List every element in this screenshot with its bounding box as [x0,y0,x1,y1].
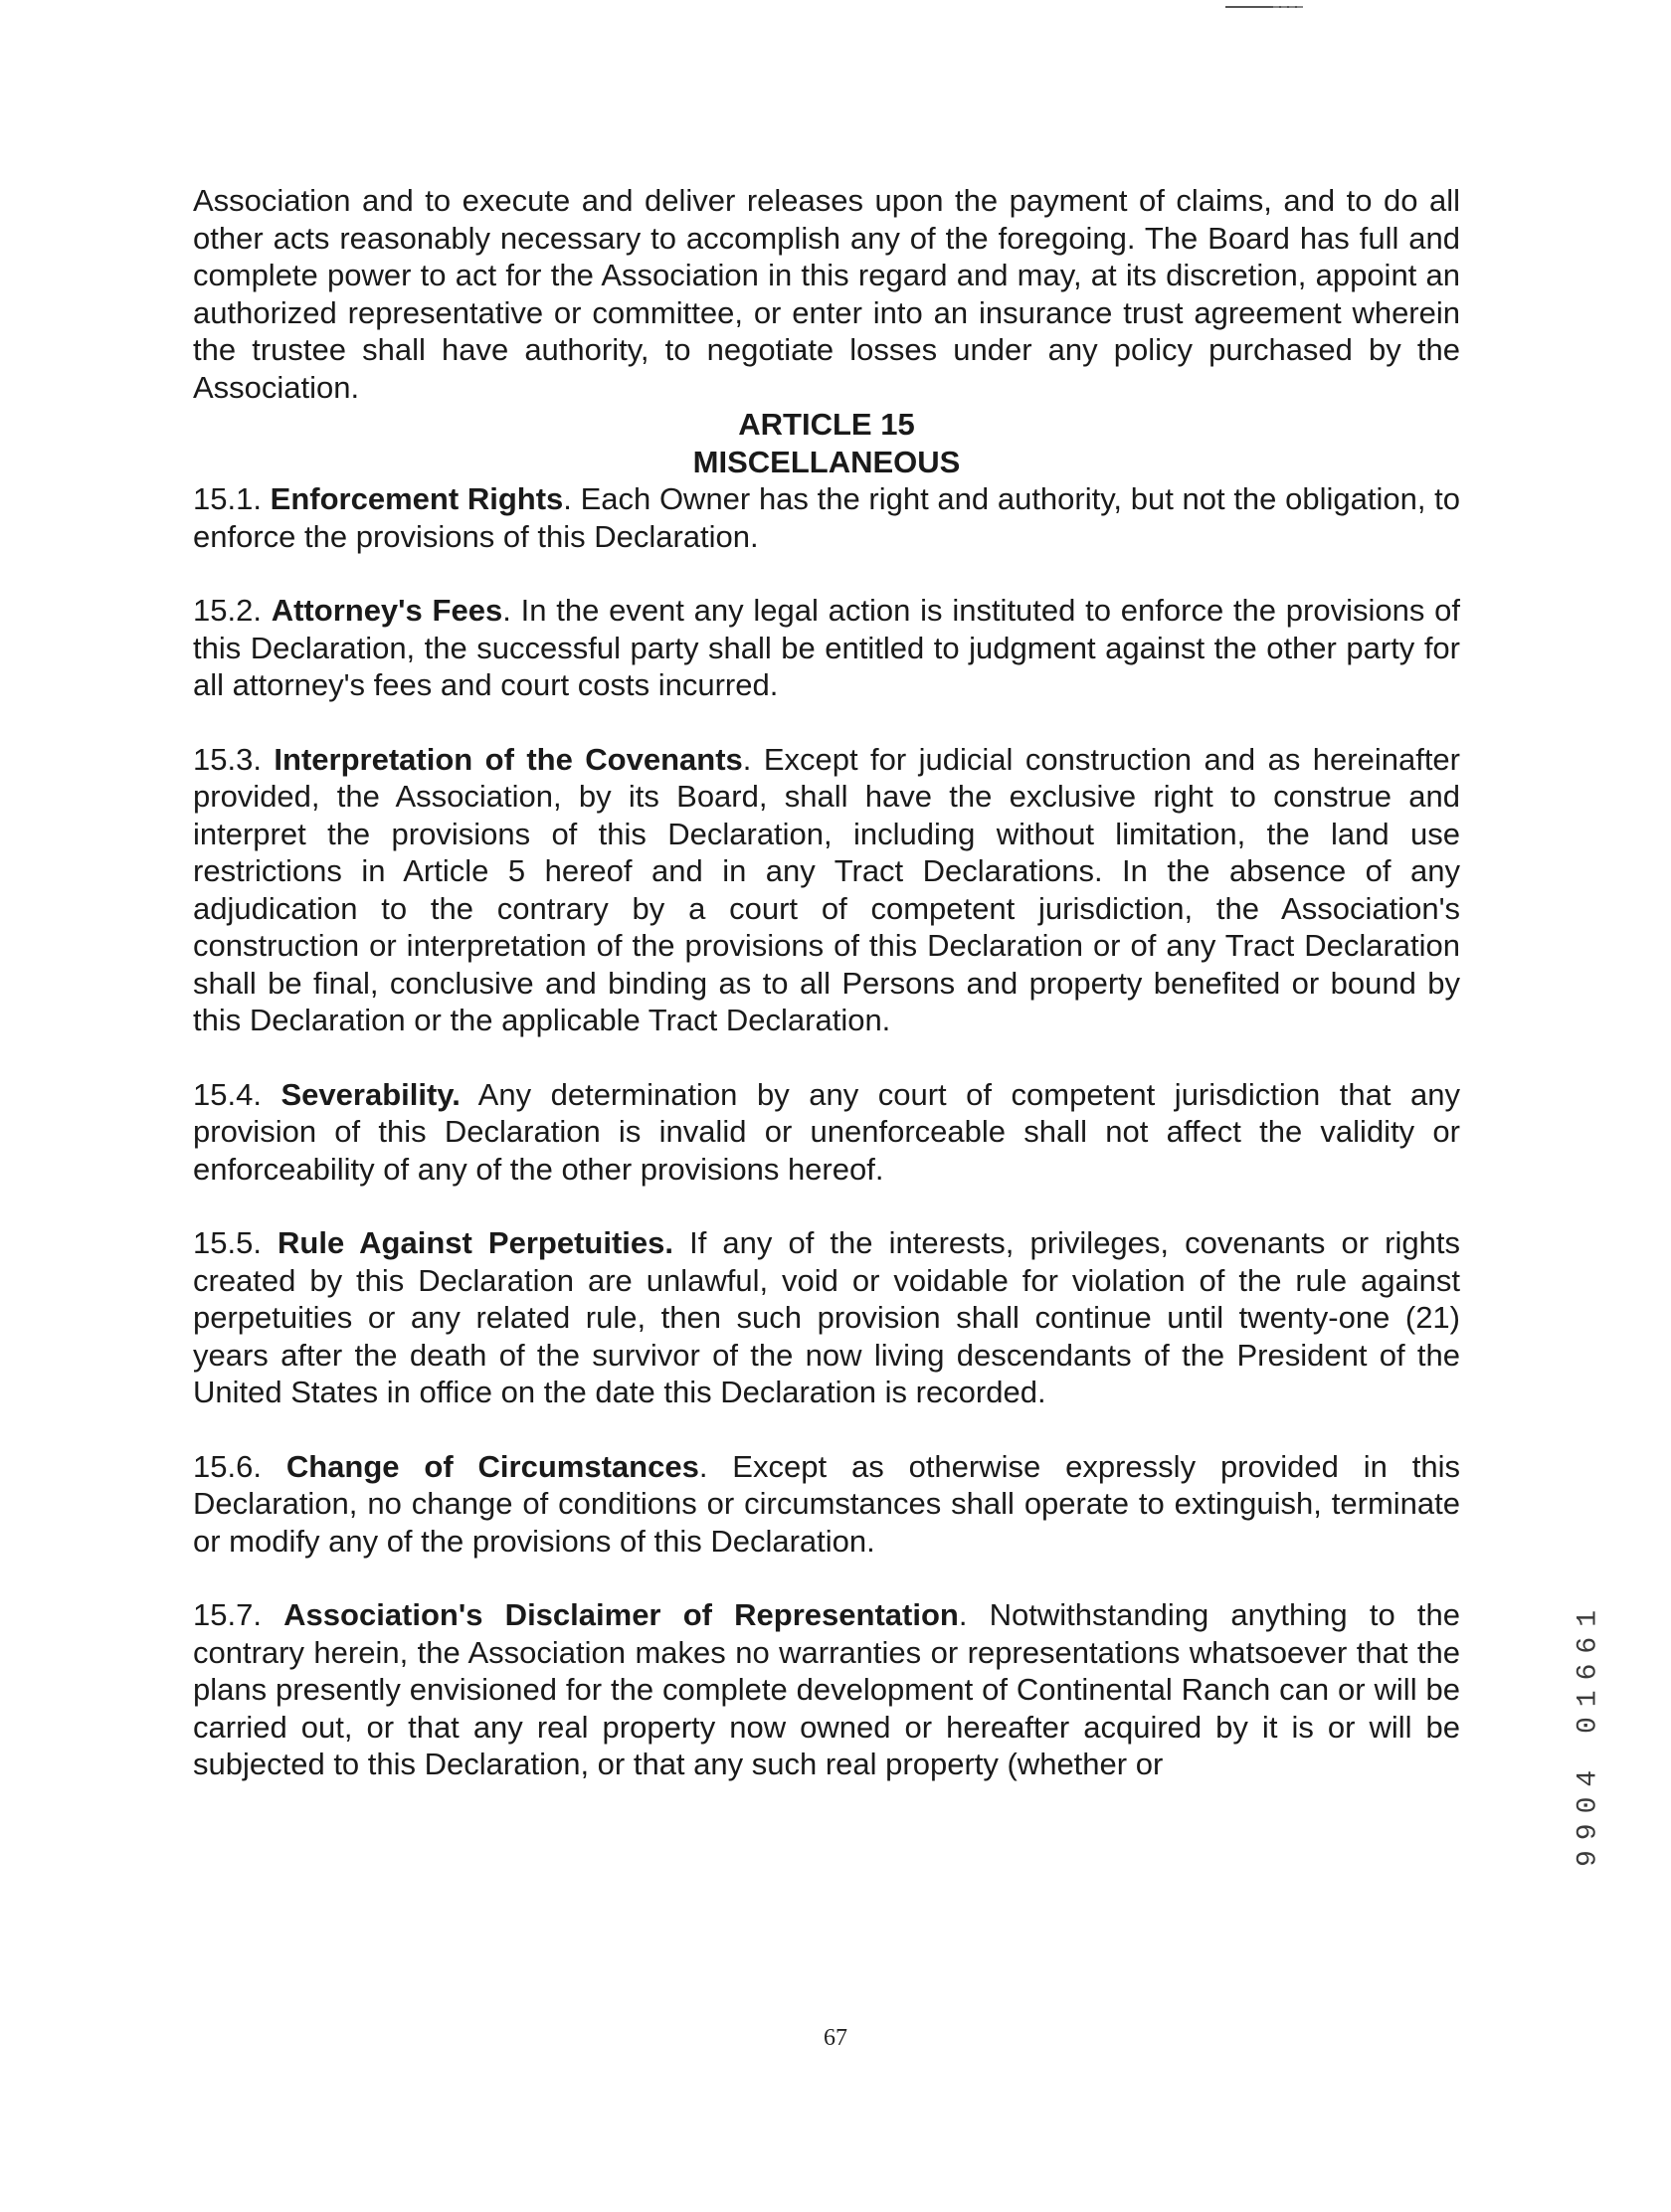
section-number: 15.6. [193,1448,262,1484]
document-body [193,182,1460,1820]
section-number: 15.7. [193,1597,262,1632]
section-title: Rule Against Perpetuities. [278,1225,673,1260]
section-title: Severability. [280,1076,461,1112]
section-number: 15.4. [193,1076,262,1112]
section-title: Attorney's Fees [271,593,503,628]
section-title: Interpretation of the Covenants [274,741,743,777]
section-text: . Each Owner has the right and authority, but not the obligation, to enforce the provisions of this Declaration. [193,481,1460,554]
section-number: 15.2. [193,593,262,628]
section-15-1 [193,480,1460,555]
section-title: Change of Circumstances [285,1448,699,1484]
recording-stamp [1572,1560,1605,1908]
article-title-heading: MISCELLANEOUS [692,444,961,479]
top-edge-dashes [1273,6,1303,8]
section-15-2 [193,592,1460,704]
article-number-heading: ARTICLE 15 [738,407,915,442]
section-15-4 [193,1076,1460,1189]
section-title: Enforcement Rights [270,481,564,516]
section-15-3 [193,741,1460,1039]
section-15-7 [193,1596,1460,1783]
section-number: 15.3. [193,741,262,777]
section-title: Association's Disclaimer of Representation [283,1597,959,1632]
section-text: If any of the interests, privileges, covenants or rights created by this Declaration are unlawful, void or voidable for violation of the rule against perpetuities or any related rule, then such provision shall continue until twenty-one (21) years after the death of the survivor of the now living descendants of the President of the United States in office on the date this Declaration is recorded. [193,1225,1460,1409]
section-text: . Except for judicial construction and as hereinafter provided, the Association, by its Board, shall have the exclusive right to construe and interpret the provisions of this Declaration, including without limitation, the land use restrictions in Article 5 hereof and in any Tract Declarations. In the absence of any adjudication to the contrary by a court of competent jurisdiction, the Association's construction or interpretation of the provisions of this Declaration or of any Tract Declaration shall be final, conclusive and binding as to all Persons and property benefited or bound by this Declaration or the applicable Tract Declaration. [193,741,1460,1037]
section-text: . Except as otherwise expressly provided in this Declaration, no change of conditions or circumstances shall operate to extinguish, terminate or modify any of the provisions of this Declaration. [193,1448,1460,1559]
page-number: 67 [824,2025,847,2051]
recording-stamp-text: 9904 01661 [1573,1599,1604,1868]
intro-paragraph: Association and to execute and deliver releases upon the payment of claims, and to do all other acts reasonably necessary to accomplish any of the foregoing. The Board has full and complete power to act for the Association in this regard and may, at its discretion, appoint an authorized representative or committee, or enter into an insurance trust agreement wherein the trustee shall have authority, to negotiate losses under any policy purchased by the Association. [193,183,1460,405]
section-15-5 [193,1224,1460,1411]
section-number: 15.5. [193,1225,262,1260]
section-number: 15.1. [193,481,262,516]
section-text: . Notwithstanding anything to the contrary herein, the Association makes no warranties or representations whatsoever that the plans presently envisioned for the complete development of Continental Ranch can or will be carried out, or that any real property now owned or hereafter acquired by it is or will be subjected to this Declaration, or that any such real property (whether or [193,1597,1460,1781]
section-text: Any determination by any court of competent jurisdiction that any provision of this Declaration is invalid or unenforceable shall not affect the validity or enforceability of any of the other provisions hereof. [193,1076,1460,1187]
section-15-6 [193,1448,1460,1561]
section-text: . In the event any legal action is instituted to enforce the provisions of this Declaration, the successful party shall be entitled to judgment against the other party for all attorney's fees and court costs incurred. [193,593,1460,702]
